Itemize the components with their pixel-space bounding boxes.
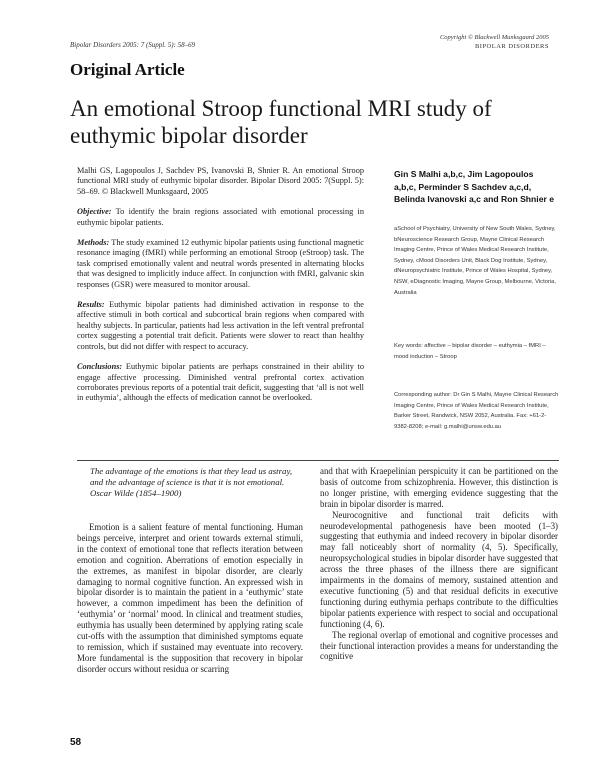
copyright-block xyxy=(440,33,549,51)
epigraph-attribution: Oscar Wilde (1854–1900) xyxy=(90,488,182,498)
results-label: Results: xyxy=(77,300,105,310)
affiliations: aSchool of Psychiatry, University of New South Wales, Sydney, bNeuroscience Research Group, Mayne Clinical Research Imaging Centre, Prince of Wales Medical Research Institute, Sydney, cMood Disorders Unit, Black Dog Institute, Sydney, dNeuropsychiatric Institute, Prince of Wales Hospital, Sydney, NSW, eDiagnostic Imaging, Mayne Group, Melbourne, Victoria, Australia xyxy=(394,226,556,296)
conclusions-label: Conclusions: xyxy=(77,362,123,372)
body-paragraph: Emotion is a salient feature of mental functioning. Human beings perceive, interpret and orient towards external stimuli, in the context of emotional tone that reflects iteration between emotion and cognition. Aberrations of emotion especially in the extremes, as manifest in bipolar disorder, are clearly damaging to normal cognitive function. An expressed wish in bipolar disorder is to maintain the patient in a ‘euthymic’ state however, a common impediment has been the definition of ‘euthymia’ or ‘normal’ mood. In clinical and treatment studies, euthymia has usually been determined by applying rating scale cut-offs with the assumption that diminished symptoms equate to remission, which if sustained may eventuate into recovery. More fundamental is the supposition that recovery in bipolar disorder occurs without residua or scarring xyxy=(77,522,303,674)
epigraph xyxy=(90,466,302,499)
body-paragraph: The regional overlap of emotional and cognitive processes and their functional interaction provides a means for understanding the cognitive xyxy=(320,629,558,662)
abstract-conclusions xyxy=(77,362,364,404)
body-column-right xyxy=(320,466,558,662)
abstract-citation: Malhi GS, Lagopoulos J, Sachdev PS, Ivanovski B, Shnier R. An emotional Stroop functional MRI study of euthymic bipolar disorder. Bipolar Disord 2005: 7(Suppl. 5): 58–69. © Blackwell Munksgaard, 2005 xyxy=(77,166,364,196)
keywords: Key words: affective – bipolar disorder – euthymia – fMRI – mood induction – Stroop xyxy=(394,343,546,360)
objective-label: Objective: xyxy=(77,207,112,217)
methods-label: Methods: xyxy=(77,238,110,248)
abstract-results xyxy=(77,300,364,352)
correspondence: Corresponding author: Dr Gin S Malhi, Mayne Clinical Research Imaging Centre, Prince of Wales Medical Research Institute, Barker Street, Randwick, NSW 2052, Australia. Fax: +61-2-9382-8208; e-mail: g.malhi@unsw.edu.au xyxy=(394,392,559,430)
body-paragraph: Neurocognitive and functional trait deficits with neurodevelopmental pathogenesis have been mooted (1–3) suggesting that euthymia and indeed recovery in bipolar disorder may fall noticeably short of normality (4, 5). Specifically, neuropsychological studies in bipolar disorder have suggested that across the three phases of the illness there are significant impairments in the domains of memory, sustained attention and executive functioning (5) and that residual deficits in executive functioning during euthymia perhaps contribute to the difficulties bipolar patients experience with respect to social and occupational functioning (4, 6). xyxy=(320,509,558,629)
abstract-methods xyxy=(77,238,364,290)
page-number: 58 xyxy=(70,737,82,748)
journal-name: BIPOLAR DISORDERS xyxy=(474,43,549,50)
epigraph-quote: The advantage of the emotions is that they lead us astray, and the advantage of science is that it is not emotional. xyxy=(90,466,293,487)
body-paragraph: and that with Kraepelinian perspicuity it can be partitioned on the basis of outcome from schizophrenia. However, this distinction is no longer pristine, with emerging evidence suggesting that the brain in bipolar disorder is marred. xyxy=(320,466,558,509)
results-text: Euthymic bipolar patients had diminished activation in response to the affective stimuli in both cortical and subcortical brain regions when compared with healthy subjects. In particular, patients had less activation in the left ventral prefrontal cortex suggesting a potential trait deficit. Patients were slower to react than healthy controls, but did not differ with respect to accuracy. xyxy=(77,300,364,351)
body-column-left xyxy=(77,522,303,675)
journal-citation-header: Bipolar Disorders 2005: 7 (Suppl. 5): 58–69 xyxy=(70,41,196,49)
article-title: An emotional Stroop functional MRI study of euthymic bipolar disorder xyxy=(70,96,492,148)
abstract xyxy=(77,166,364,414)
section-divider xyxy=(77,460,559,461)
author-list: Gin S Malhi a,b,c, Jim Lagopoulos a,b,c, Perminder S Sachdev a,c,d, Belinda Ivanovski a,c and Ron Shnier e xyxy=(394,169,554,205)
methods-text: The study examined 12 euthymic bipolar patients using functional magnetic resonance imaging (fMRI) while performing an emotional Stroop (eStroop) task. The task comprised emotionally valent and neutral words presented in alternating blocks that was designed to implicitly induce affect. In conjunction with fMRI, galvanic skin responses (GSR) were measured to monitor arousal. xyxy=(77,238,364,289)
copyright-line: Copyright © Blackwell Munksgaard 2005 xyxy=(439,34,549,41)
article-type: Original Article xyxy=(70,60,185,79)
abstract-objective xyxy=(77,207,364,228)
objective-text: To identify the brain regions associated with emotional processing in euthymic bipolar patients. xyxy=(77,207,364,227)
conclusions-text: Euthymic bipolar patients are perhaps constrained in their ability to engage affective processing. Diminished ventral prefrontal cortex activation corroborates previous reports of a potential trait deficit, suggesting that ‘all is not well in euthymia’, although the effects of medication cannot be overlooked. xyxy=(77,362,364,403)
